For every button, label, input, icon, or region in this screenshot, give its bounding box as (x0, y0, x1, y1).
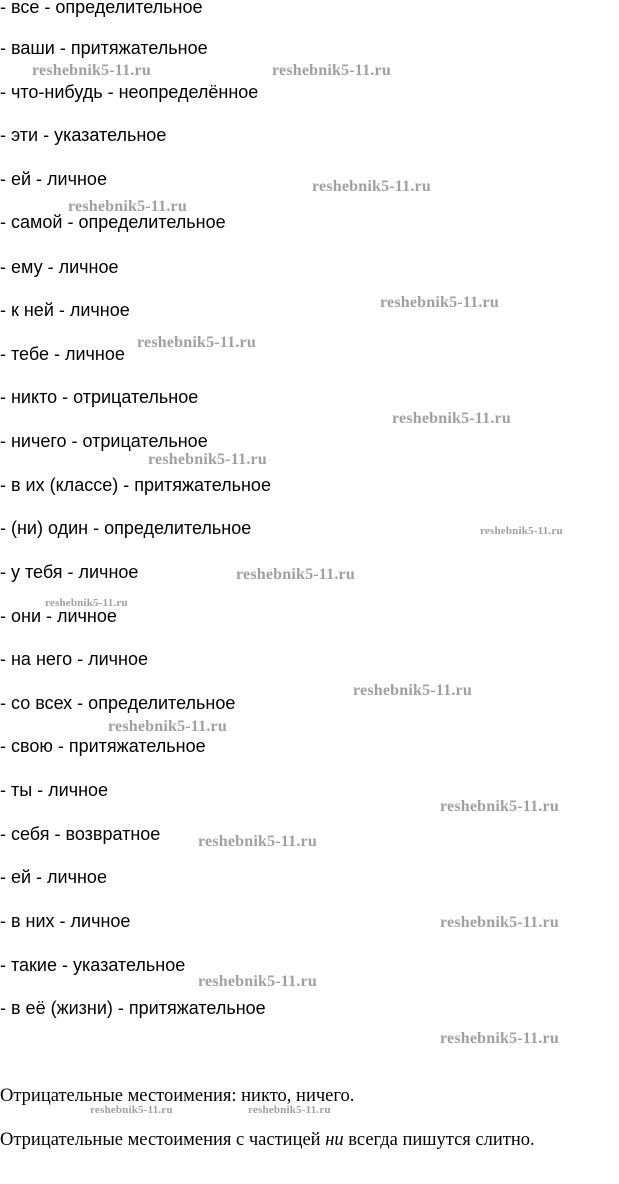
watermark: reshebnik5-11.ru (198, 973, 317, 990)
spelling-rule (0, 1129, 535, 1151)
watermark: reshebnik5-11.ru (108, 718, 227, 735)
watermark: reshebnik5-11.ru (148, 451, 267, 468)
watermark: reshebnik5-11.ru (68, 198, 187, 215)
list-item: - на него - личное (0, 649, 148, 669)
list-item: - свою - притяжательное (0, 736, 206, 756)
list-item: - самой - определительное (0, 212, 226, 232)
negative-pronouns-summary: Отрицательные местоимения: никто, ничего. (0, 1086, 355, 1106)
list-item: - они - личное (0, 606, 117, 626)
list-item: - (ни) один - определительное (0, 518, 252, 538)
watermark: reshebnik5-11.ru (392, 410, 511, 427)
list-item: - что-нибудь - неопределённое (0, 82, 259, 102)
list-item: - ты - личное (0, 780, 109, 800)
watermark: reshebnik5-11.ru (272, 62, 391, 79)
list-item: - такие - указательное (0, 955, 186, 975)
list-item: - в их (классе) - притяжательное (0, 475, 271, 495)
list-item: - у тебя - личное (0, 562, 139, 582)
rule-text-before: Отрицательные местоимения с частицей (0, 1130, 326, 1150)
watermark: reshebnik5-11.ru (248, 1104, 331, 1116)
watermark: reshebnik5-11.ru (440, 914, 559, 931)
watermark: reshebnik5-11.ru (440, 798, 559, 815)
rule-particle: ни (325, 1130, 344, 1150)
list-item: - в них - личное (0, 911, 131, 931)
list-item: - со всех - определительное (0, 693, 236, 713)
list-item: - все - определительное (0, 0, 203, 17)
watermark: reshebnik5-11.ru (353, 682, 472, 699)
list-item: - эти - указательное (0, 125, 167, 145)
watermark: reshebnik5-11.ru (32, 62, 151, 79)
list-item: - ей - личное (0, 867, 107, 887)
watermark: reshebnik5-11.ru (198, 833, 317, 850)
list-item: - ничего - отрицательное (0, 431, 208, 451)
list-item: - в её (жизни) - притяжательное (0, 998, 266, 1018)
list-item: - к ней - личное (0, 300, 130, 320)
watermark: reshebnik5-11.ru (90, 1104, 173, 1116)
watermark: reshebnik5-11.ru (380, 294, 499, 311)
list-item: - никто - отрицательное (0, 387, 199, 407)
watermark: reshebnik5-11.ru (236, 566, 355, 583)
list-item: - ваши - притяжательное (0, 38, 208, 58)
list-item: - себя - возвратное (0, 824, 161, 844)
watermark: reshebnik5-11.ru (440, 1030, 559, 1047)
list-item: - тебе - личное (0, 344, 125, 364)
watermark: reshebnik5-11.ru (312, 178, 431, 195)
list-item: - ему - личное (0, 257, 119, 277)
list-item: - ей - личное (0, 169, 107, 189)
watermark: reshebnik5-11.ru (480, 525, 563, 537)
watermark: reshebnik5-11.ru (45, 597, 128, 609)
rule-text-after: всегда пишутся слитно. (343, 1130, 535, 1150)
watermark: reshebnik5-11.ru (137, 334, 256, 351)
